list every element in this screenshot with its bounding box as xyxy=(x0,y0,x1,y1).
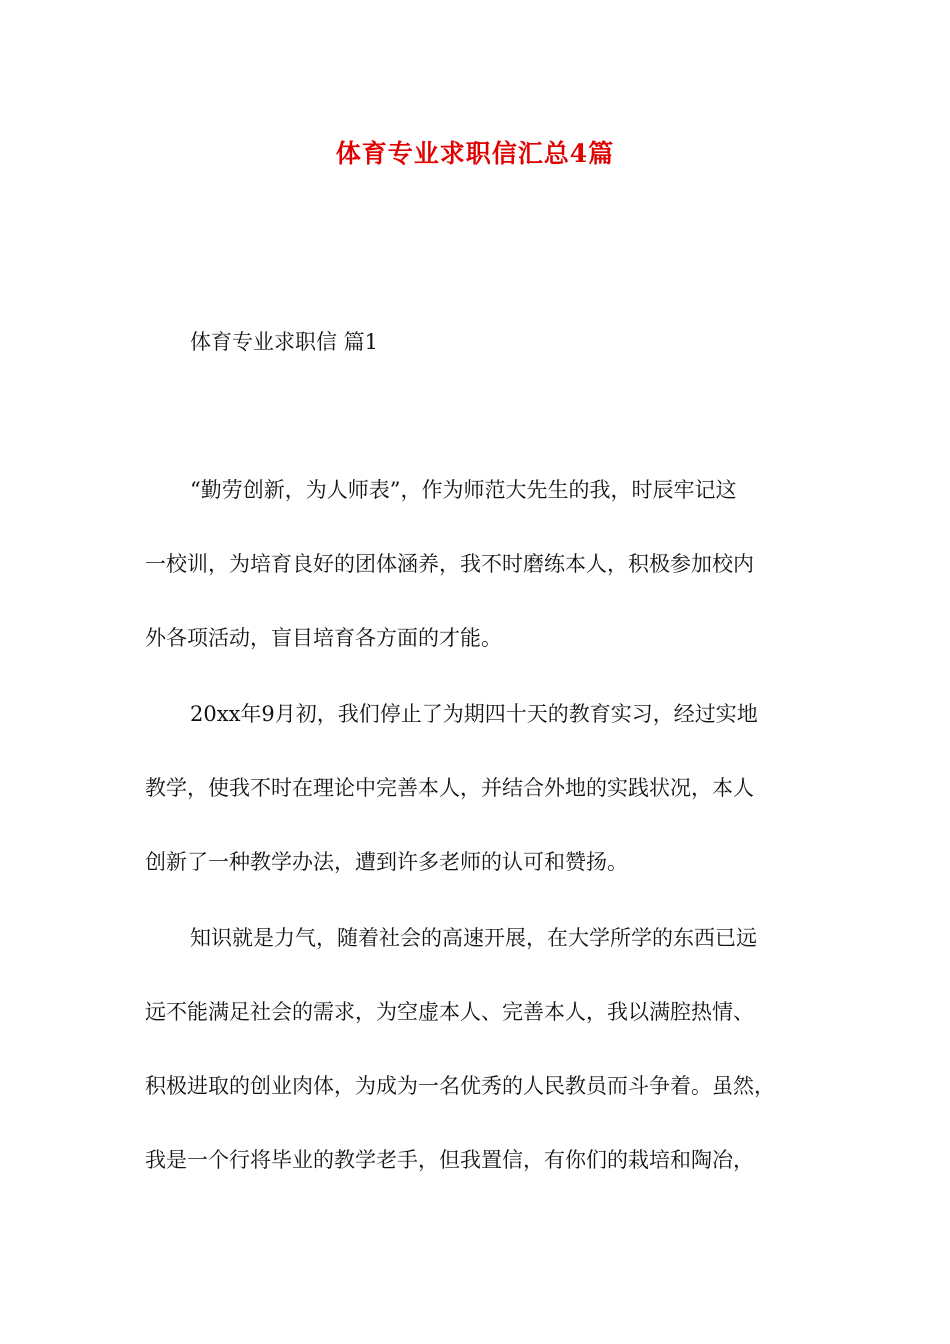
paragraph-line: 远不能满足社会的需求，为空虚本人、完善本人，我以满腔热情、 xyxy=(145,1000,754,1024)
paragraph-line: 教学，使我不时在理论中完善本人，并结合外地的实践状况，本人 xyxy=(145,776,754,800)
paragraph-line: 20xx年9月初，我们停止了为期四十天的教育实习，经过实地 xyxy=(190,702,758,726)
paragraph-line: 积极进取的创业肉体，为成为一名优秀的人民教员而斗争着。虽然， xyxy=(145,1074,775,1098)
paragraph-line: 知识就是力气，随着社会的高速开展，在大学所学的东西已远 xyxy=(190,926,757,950)
document-title: 体育专业求职信汇总4篇 xyxy=(335,139,615,168)
paragraph-line: 外各项活动，盲目培育各方面的才能。 xyxy=(145,626,502,650)
paragraph-line: 我是一个行将毕业的教学老手，但我置信，有你们的栽培和陶冶， xyxy=(145,1148,754,1172)
paragraph-line: 一校训，为培育良好的团体涵养，我不时磨练本人，积极参加校内 xyxy=(145,552,754,576)
paragraph-line: 创新了一种教学办法，遭到许多老师的认可和赞扬。 xyxy=(145,850,628,874)
section-heading: 体育专业求职信 篇1 xyxy=(190,330,379,354)
paragraph-line: “勤劳创新，为人师表”，作为师范大先生的我，时辰牢记这 xyxy=(190,478,737,502)
